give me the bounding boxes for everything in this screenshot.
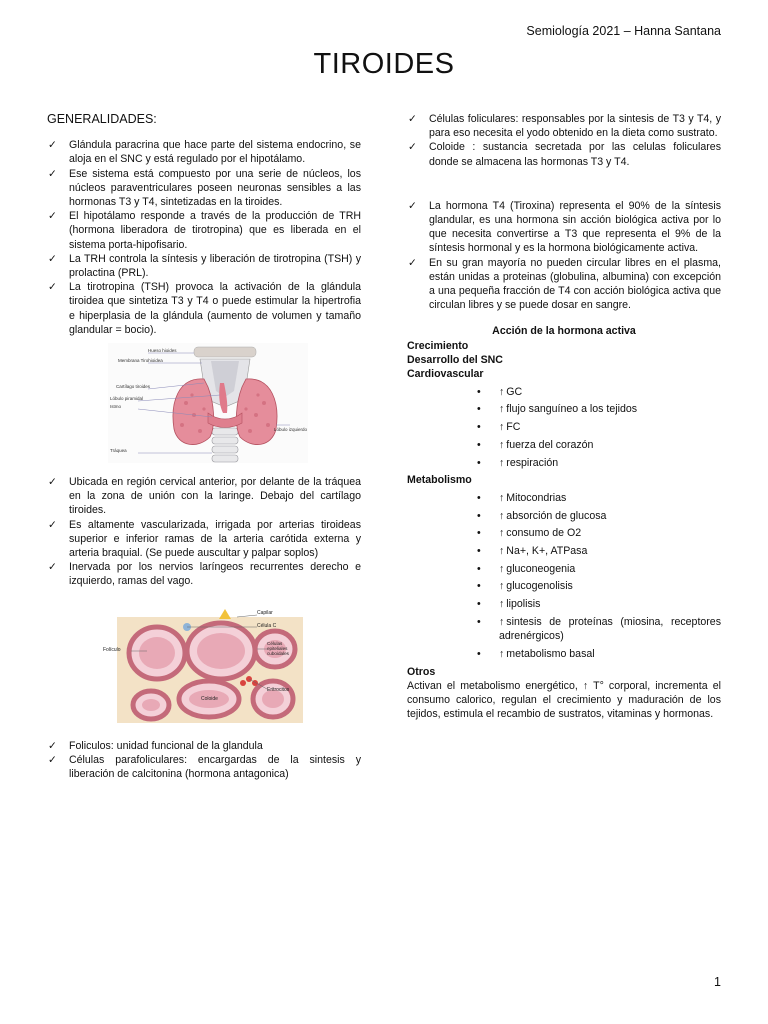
right-column <box>407 112 721 721</box>
list-item: • ↑ GC <box>477 385 523 398</box>
figure-label: Lóbulo piramidal <box>110 396 144 402</box>
bullet-icon: • <box>477 491 481 504</box>
check-list-follicles <box>47 739 361 782</box>
list-item: • ↑ glucogenolisis <box>477 580 573 593</box>
checkmark-icon: ✓ <box>48 281 57 294</box>
bullet-icon: • <box>477 647 481 660</box>
category-snc: Desarrollo del SNC <box>407 353 503 366</box>
list-item: • ↑ flujo sanguíneo a los tejidos <box>477 403 638 416</box>
others-paragraph: Activan el metabolismo energético, ↑ T° corporal, incrementa el consumo calorico, regulan el crecimiento y maduración de los tejidos, estimula el recambio de sustratos, vitaminas y hormonas. <box>407 679 721 721</box>
bullet-icon: • <box>477 385 481 398</box>
checkmark-icon: ✓ <box>408 199 417 212</box>
checkmark-icon: ✓ <box>48 753 57 766</box>
list-item: • ↑ absorción de glucosa <box>477 509 607 522</box>
up-arrow-icon: ↑ <box>499 580 505 593</box>
bullet-icon: • <box>477 456 481 469</box>
checkmark-icon: ✓ <box>48 252 57 265</box>
list-item: • ↑ consumo de O2 <box>477 527 582 540</box>
list-item: • ↑ FC <box>477 421 521 434</box>
thyroid-anatomy-figure <box>108 343 308 463</box>
list-item: • ↑ metabolismo basal <box>477 647 595 660</box>
figure-label: Tráquea <box>110 448 127 454</box>
up-arrow-icon: ↑ <box>499 545 505 558</box>
list-item: ✓ La hormona T4 (Tiroxina) representa el 90% de la síntesis glandular, es una hormona sin acción biológica activa por lo que necesita convertirse a T3 que representa el 9% de la síntesis hormonal y es la hormona biológicamente activa. <box>408 199 721 255</box>
metabolism-effects-list <box>407 491 721 661</box>
page-title: TIROIDES <box>313 48 455 80</box>
figure-label: Istmo <box>110 404 122 410</box>
list-item: ✓ Inervada por los nervios laríngeos recurrentes derecho e izquierdo, ramas del vago. <box>48 561 361 588</box>
list-item: ✓ Células parafoliculares: encargardas de la sintesis y liberación de calcitonina (hormona antagonica) <box>48 753 361 781</box>
checkmark-icon: ✓ <box>48 476 57 489</box>
up-arrow-icon: ↑ <box>582 679 589 692</box>
figure-label: Membrana Tirohioidea <box>118 358 163 364</box>
bullet-icon: • <box>477 438 481 451</box>
up-arrow-icon: ↑ <box>499 647 505 660</box>
bullet-icon: • <box>477 421 481 434</box>
bullet-icon: • <box>477 615 481 628</box>
list-item: • ↑ Mitocondrias <box>477 491 567 504</box>
bullet-icon: • <box>477 527 481 540</box>
figure-label: Coloide <box>201 695 218 702</box>
up-arrow-icon: ↑ <box>499 491 505 504</box>
list-item: • ↑ lipolisis <box>477 598 541 611</box>
bullet-icon: • <box>477 509 481 522</box>
checkmark-icon: ✓ <box>48 139 57 152</box>
list-item: ✓ El hipotálamo responde a través de la producción de TRH (hormona liberadora de tirotropina) que es liberada en el sistema porta-hipofisario. <box>48 210 361 251</box>
category-growth: Crecimiento <box>407 339 469 352</box>
list-item: • ↑ fuerza del corazón <box>477 438 594 451</box>
up-arrow-icon: ↑ <box>499 421 505 434</box>
category-metabolism: Metabolismo <box>407 474 472 487</box>
bullet-icon: • <box>477 598 481 611</box>
checkmark-icon: ✓ <box>408 141 417 154</box>
figure-label: Lóbulo izquierdo <box>274 427 308 433</box>
up-arrow-icon: ↑ <box>499 527 505 540</box>
left-column <box>47 112 361 781</box>
up-arrow-icon: ↑ <box>499 403 505 416</box>
up-arrow-icon: ↑ <box>499 456 505 469</box>
page-number: 1 <box>714 975 721 989</box>
list-item: ✓ En su gran mayoría no pueden circular libres en el plasma, están unidas a proteinas (globulina, albumina) con excepción a una pequeña fracción de T4 con acción biológica activa que circulan libres y se puede dosar en sangre. <box>408 256 721 312</box>
figure-label: Folículo <box>103 646 121 653</box>
list-item: ✓ Foliculos: unidad funcional de la glandula <box>48 739 263 752</box>
figure-label: Cartílago tiroides <box>116 384 151 390</box>
checkmark-icon: ✓ <box>48 739 57 752</box>
list-item: • ↑ gluconeogenia <box>477 562 576 575</box>
figure-label: Capilar <box>257 609 273 616</box>
list-item: ✓ Ubicada en región cervical anterior, por delante de la tráquea en la zona de unión con la laringe. Debajo del cartílago tiroides. <box>48 476 361 517</box>
list-item: • ↑ respiración <box>477 456 559 469</box>
bullet-icon: • <box>477 545 481 558</box>
checkmark-icon: ✓ <box>48 518 57 531</box>
checkmark-icon: ✓ <box>408 256 417 269</box>
figure-label: Hueso hioides <box>148 348 177 354</box>
checkmark-icon: ✓ <box>408 113 417 125</box>
bullet-icon: • <box>477 562 481 575</box>
page-header: Semiología 2021 – Hanna Santana <box>526 24 721 38</box>
check-list-location <box>47 475 361 589</box>
up-arrow-icon: ↑ <box>499 615 505 628</box>
up-arrow-icon: ↑ <box>499 385 505 398</box>
list-item: • ↑ sintesis de proteínas (miosina, receptores adrenérgicos) <box>477 615 721 643</box>
up-arrow-icon: ↑ <box>499 598 505 611</box>
list-item: ✓ Ese sistema está compuesto por una serie de núcleos, los núcleos paraventriculares poseen neuronas sensibles a las hormonas T3 y T4, sintetizadas en la tiroides. <box>48 167 361 209</box>
check-list-hormones <box>407 199 721 313</box>
figure-label: Células epiteliales cuboidales <box>267 640 289 656</box>
up-arrow-icon: ↑ <box>499 562 505 575</box>
checkmark-icon: ✓ <box>48 561 57 574</box>
bullet-icon: • <box>477 580 481 593</box>
up-arrow-icon: ↑ <box>499 438 505 451</box>
section-heading: GENERALIDADES: <box>47 112 157 126</box>
cardio-effects-list <box>407 385 721 470</box>
follicle-histology-figure <box>103 609 303 723</box>
list-item: ✓ La tirotropina (TSH) provoca la activación de la glándula tiroidea que sintetiza T3 y T4 o puede estimular la hipertrofia e hiperplasia de la glándula (aumento de volumen y tamaño glandular = bocio). <box>48 281 361 336</box>
checkmark-icon: ✓ <box>48 210 57 223</box>
list-item: ✓ Glándula paracrina que hace parte del sistema endocrino, se aloja en el SNC y está regulado por el hipotálamo. <box>48 139 361 166</box>
up-arrow-icon: ↑ <box>499 509 505 522</box>
list-item: ✓ Células foliculares: responsables por la sintesis de T3 y T4, y para eso necesita el yodo obtenido en la dieta como sustrato. <box>408 113 721 140</box>
list-item: ✓ Es altamente vascularizada, irrigada por arterias tiroideas superior e inferior ramas de la arteria carótida externa y arteria braquial. (Se puede auscultar y palpar soplos) <box>48 518 361 560</box>
list-item: ✓ Coloide : sustancia secretada por las celulas foliculares donde se almacena las hormonas T3 y T4. <box>408 141 721 168</box>
bullet-icon: • <box>477 403 481 416</box>
list-item: • ↑ Na+, K+, ATPasa <box>477 545 588 558</box>
figure-label: Eritrocitos <box>267 686 290 693</box>
checkmark-icon: ✓ <box>48 167 57 180</box>
action-heading: Acción de la hormona activa <box>492 325 636 338</box>
category-cardiovascular: Cardiovascular <box>407 368 484 381</box>
check-list-generalities <box>47 138 361 337</box>
figure-label: Célula C <box>257 622 277 629</box>
category-others: Otros <box>407 665 436 678</box>
check-list-cells <box>407 112 721 169</box>
list-item: ✓ La TRH controla la síntesis y liberación de tirotropina (TSH) y prolactina (PRL). <box>48 252 361 280</box>
